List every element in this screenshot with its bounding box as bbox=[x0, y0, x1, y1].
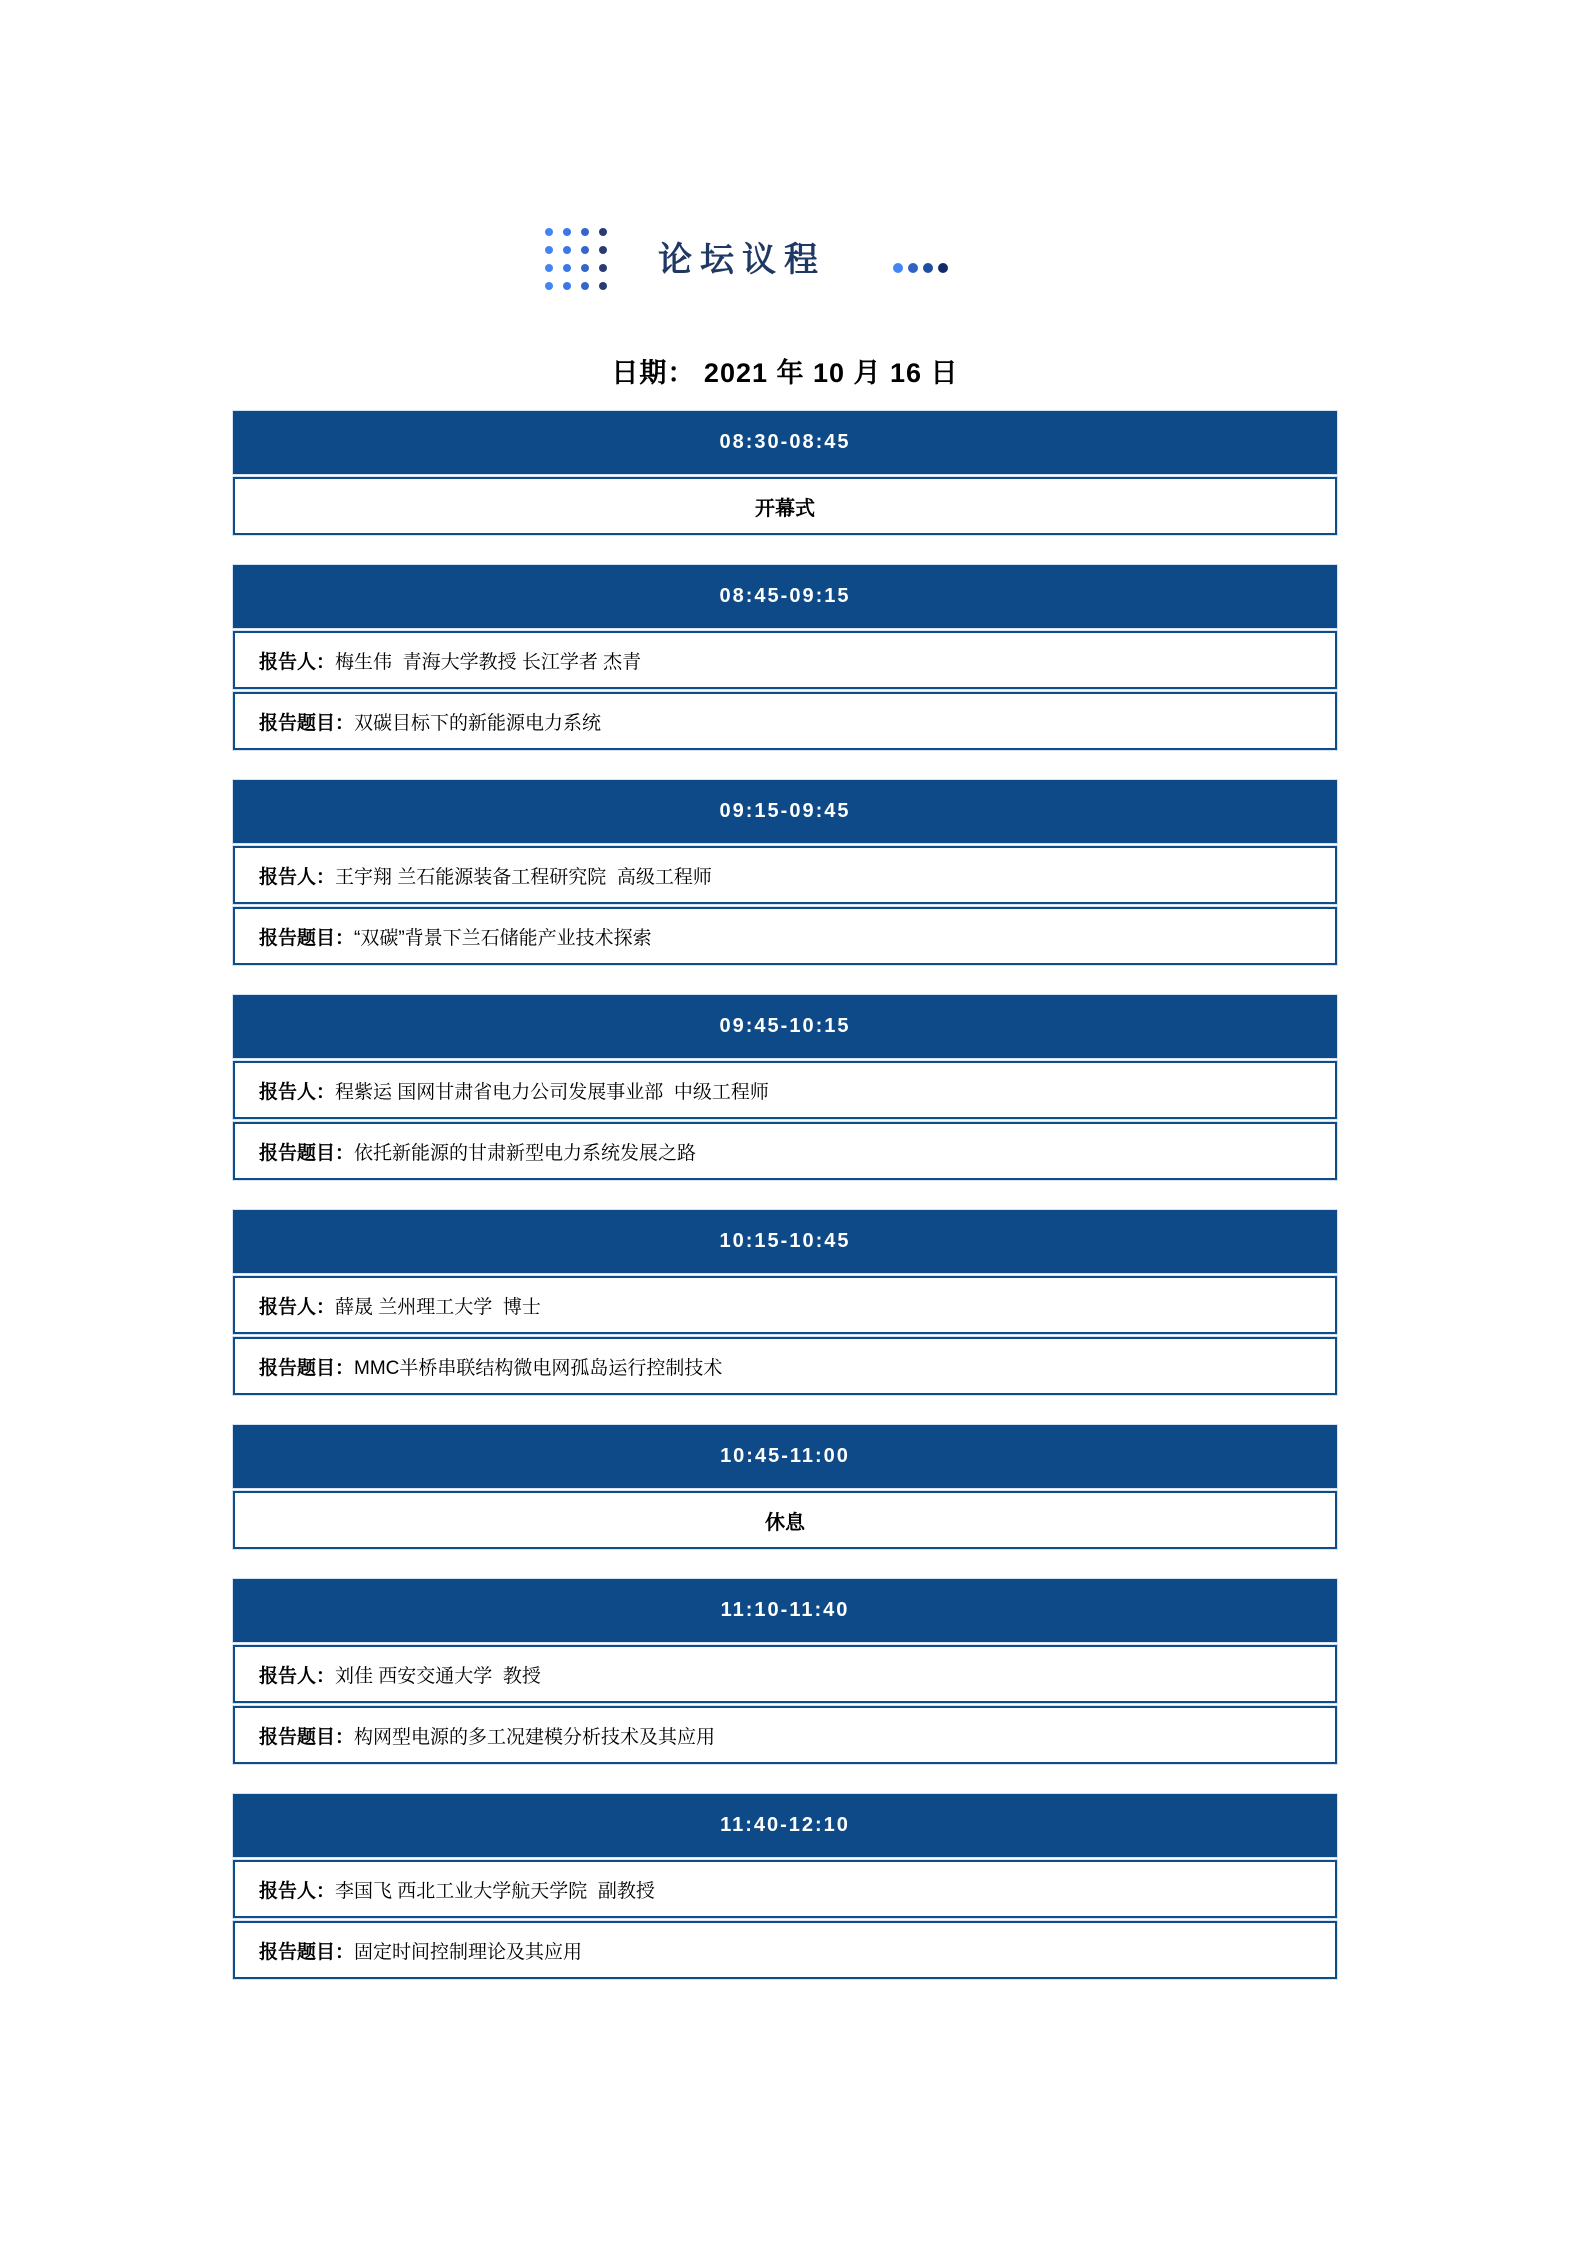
event-title: 开幕式 bbox=[755, 497, 815, 520]
topic-row bbox=[233, 1921, 1337, 1979]
trail-dot bbox=[923, 263, 933, 273]
dot-grid-dot bbox=[545, 246, 553, 254]
time-slot-bar bbox=[233, 780, 1337, 843]
schedule-block bbox=[233, 1794, 1337, 1979]
topic-value: 构网型电源的多工况建模分析技术及其应用 bbox=[354, 1726, 716, 1748]
date-line: 日期： 2021 年 10 月 16 日 bbox=[611, 358, 959, 388]
topic-row bbox=[233, 692, 1337, 750]
topic-value: “双碳”背景下兰石储能产业技术探索 bbox=[354, 927, 652, 949]
time-range: 08:30-08:45 bbox=[719, 431, 851, 453]
speaker-label: 报告人： bbox=[259, 866, 336, 888]
dot-grid-dot bbox=[545, 228, 553, 236]
dot-grid-icon bbox=[545, 228, 607, 290]
topic-row bbox=[233, 1706, 1337, 1764]
dot-grid-dot bbox=[545, 264, 553, 272]
schedule-block bbox=[233, 995, 1337, 1180]
speaker-value: 薛晟 兰州理工大学 博士 bbox=[335, 1296, 541, 1318]
trail-dot bbox=[938, 263, 948, 273]
topic-label: 报告题目： bbox=[259, 1941, 355, 1963]
topic-value: 双碳目标下的新能源电力系统 bbox=[354, 712, 602, 734]
time-range: 09:45-10:15 bbox=[719, 1015, 851, 1037]
topic-value: 固定时间控制理论及其应用 bbox=[354, 1941, 583, 1963]
speaker-label: 报告人： bbox=[259, 1296, 336, 1318]
speaker-row bbox=[233, 1061, 1337, 1119]
time-slot-bar bbox=[233, 995, 1337, 1058]
dot-grid-dot bbox=[563, 228, 571, 236]
speaker-row bbox=[233, 631, 1337, 689]
speaker-value: 梅生伟 青海大学教授 长江学者 杰青 bbox=[335, 651, 642, 673]
dot-grid-dot bbox=[563, 264, 571, 272]
time-slot-bar bbox=[233, 1579, 1337, 1642]
agenda-content bbox=[233, 352, 1337, 1979]
speaker-value: 李国飞 西北工业大学航天学院 副教授 bbox=[335, 1880, 655, 1902]
speaker-value: 王宇翔 兰石能源装备工程研究院 高级工程师 bbox=[335, 866, 712, 888]
event-row bbox=[233, 477, 1337, 535]
time-range: 09:15-09:45 bbox=[719, 800, 851, 822]
speaker-value: 程紫运 国网甘肃省电力公司发展事业部 中级工程师 bbox=[335, 1081, 769, 1103]
time-slot-bar bbox=[233, 1210, 1337, 1273]
speaker-row bbox=[233, 846, 1337, 904]
topic-row bbox=[233, 1122, 1337, 1180]
topic-value: 依托新能源的甘肃新型电力系统发展之路 bbox=[354, 1142, 697, 1164]
speaker-label: 报告人： bbox=[259, 1081, 336, 1103]
topic-value: MMC半桥串联结构微电网孤岛运行控制技术 bbox=[354, 1357, 723, 1379]
dot-grid-dot bbox=[599, 282, 607, 290]
speaker-row bbox=[233, 1645, 1337, 1703]
speaker-label: 报告人： bbox=[259, 1665, 336, 1687]
dot-grid-dot bbox=[581, 282, 589, 290]
schedule-block bbox=[233, 1579, 1337, 1764]
speaker-row bbox=[233, 1860, 1337, 1918]
dot-grid-dot bbox=[581, 228, 589, 236]
schedule-block bbox=[233, 1210, 1337, 1395]
time-range: 11:40-12:10 bbox=[720, 1814, 850, 1836]
event-title: 休息 bbox=[765, 1511, 805, 1534]
dot-grid-dot bbox=[581, 264, 589, 272]
time-slot-bar bbox=[233, 411, 1337, 474]
speaker-label: 报告人： bbox=[259, 651, 336, 673]
schedule-block bbox=[233, 780, 1337, 965]
dot-grid-dot bbox=[599, 228, 607, 236]
schedule-block bbox=[233, 411, 1337, 535]
topic-row bbox=[233, 907, 1337, 965]
topic-label: 报告题目： bbox=[259, 1142, 355, 1164]
topic-label: 报告题目： bbox=[259, 1357, 355, 1379]
trail-dot bbox=[893, 263, 903, 273]
time-slot-bar bbox=[233, 1425, 1337, 1488]
trail-dot bbox=[908, 263, 918, 273]
dot-grid-dot bbox=[563, 282, 571, 290]
dot-grid-dot bbox=[599, 246, 607, 254]
trail-dots-icon bbox=[893, 263, 948, 273]
schedule-block bbox=[233, 565, 1337, 750]
schedule-list bbox=[233, 411, 1337, 1979]
page-header bbox=[0, 0, 1587, 352]
page-title: 论坛议程 bbox=[658, 241, 826, 279]
time-range: 11:10-11:40 bbox=[720, 1599, 850, 1621]
time-range: 10:15-10:45 bbox=[719, 1230, 851, 1252]
schedule-block bbox=[233, 1425, 1337, 1549]
dot-grid-dot bbox=[563, 246, 571, 254]
topic-row bbox=[233, 1337, 1337, 1395]
time-range: 08:45-09:15 bbox=[719, 585, 851, 607]
time-range: 10:45-11:00 bbox=[720, 1445, 850, 1467]
topic-label: 报告题目： bbox=[259, 927, 355, 949]
topic-label: 报告题目： bbox=[259, 1726, 355, 1748]
time-slot-bar bbox=[233, 1794, 1337, 1857]
speaker-row bbox=[233, 1276, 1337, 1334]
dot-grid-dot bbox=[545, 282, 553, 290]
topic-label: 报告题目： bbox=[259, 712, 355, 734]
event-row bbox=[233, 1491, 1337, 1549]
speaker-value: 刘佳 西安交通大学 教授 bbox=[335, 1665, 541, 1687]
dot-grid-dot bbox=[599, 264, 607, 272]
speaker-label: 报告人： bbox=[259, 1880, 336, 1902]
dot-grid-dot bbox=[581, 246, 589, 254]
time-slot-bar bbox=[233, 565, 1337, 628]
